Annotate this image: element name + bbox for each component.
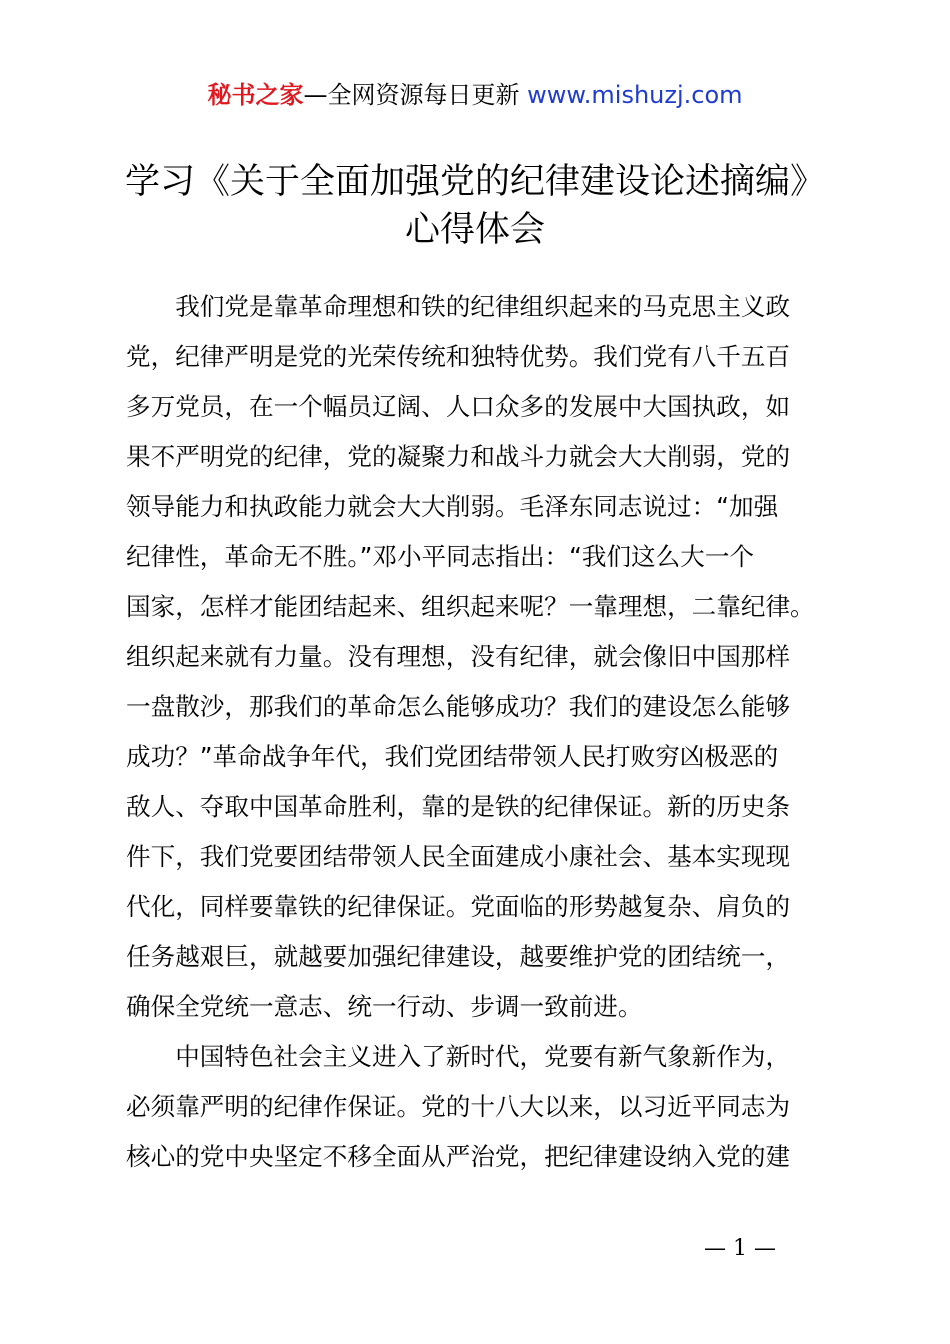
text-line: 党，纪律严明是党的光荣传统和独特优势。我们党有八千五百	[126, 342, 791, 371]
text-line: 一盘散沙，那我们的革命怎么能够成功？我们的建设怎么能够	[126, 692, 791, 721]
text-line: 领导能力和执政能力就会大大削弱。毛泽东同志说过：“加强	[126, 492, 779, 521]
text-line: 果不严明党的纪律，党的凝聚力和战斗力就会大大削弱，党的	[126, 442, 791, 471]
document-title	[60, 158, 890, 254]
text-line: 代化，同样要靠铁的纪律保证。党面临的形势越复杂、肩负的	[126, 892, 791, 921]
paragraph	[126, 282, 832, 1032]
text-line: 确保全党统一意志、统一行动、步调一致前进。	[126, 992, 643, 1021]
text-line: 成功？”革命战争年代，我们党团结带领人民打败穷凶极恶的	[126, 742, 779, 771]
header-tagline: —全网资源每日更新	[303, 81, 520, 109]
text-line: 件下，我们党要团结带领人民全面建成小康社会、基本实现现	[126, 842, 791, 871]
title-line-1: 学习《关于全面加强党的纪律建设论述摘编》	[124, 162, 825, 202]
site-url-link[interactable]: www.mishuzj.com	[527, 81, 743, 109]
text-line: 核心的党中央坚定不移全面从严治党，把纪律建设纳入党的建	[126, 1142, 791, 1171]
brand-name: 秘书之家	[207, 81, 304, 109]
text-line: 中国特色社会主义进入了新时代，党要有新气象新作为，	[175, 1042, 791, 1071]
text-line: 组织起来就有力量。没有理想，没有纪律，就会像旧中国那样	[126, 642, 791, 671]
page-number: — 1 —	[704, 1236, 776, 1261]
text-line: 敌人、夺取中国革命胜利，靠的是铁的纪律保证。新的历史条	[126, 792, 791, 821]
text-line: 任务越艰巨，就越要加强纪律建设，越要维护党的团结统一，	[126, 942, 791, 971]
text-line: 我们党是靠革命理想和铁的纪律组织起来的马克思主义政	[175, 292, 791, 321]
header-banner	[0, 78, 950, 112]
paragraph	[126, 1032, 832, 1182]
document-body	[126, 282, 832, 1182]
text-line: 国家，怎样才能团结起来、组织起来呢？一靠理想，二靠纪律。	[126, 592, 815, 621]
text-line: 必须靠严明的纪律作保证。党的十八大以来，以习近平同志为	[126, 1092, 791, 1121]
title-line-2: 心得体会	[404, 210, 545, 250]
text-line: 纪律性，革命无不胜。”邓小平同志指出：“我们这么大一个	[126, 542, 755, 571]
text-line: 多万党员，在一个幅员辽阔、人口众多的发展中大国执政，如	[126, 392, 791, 421]
